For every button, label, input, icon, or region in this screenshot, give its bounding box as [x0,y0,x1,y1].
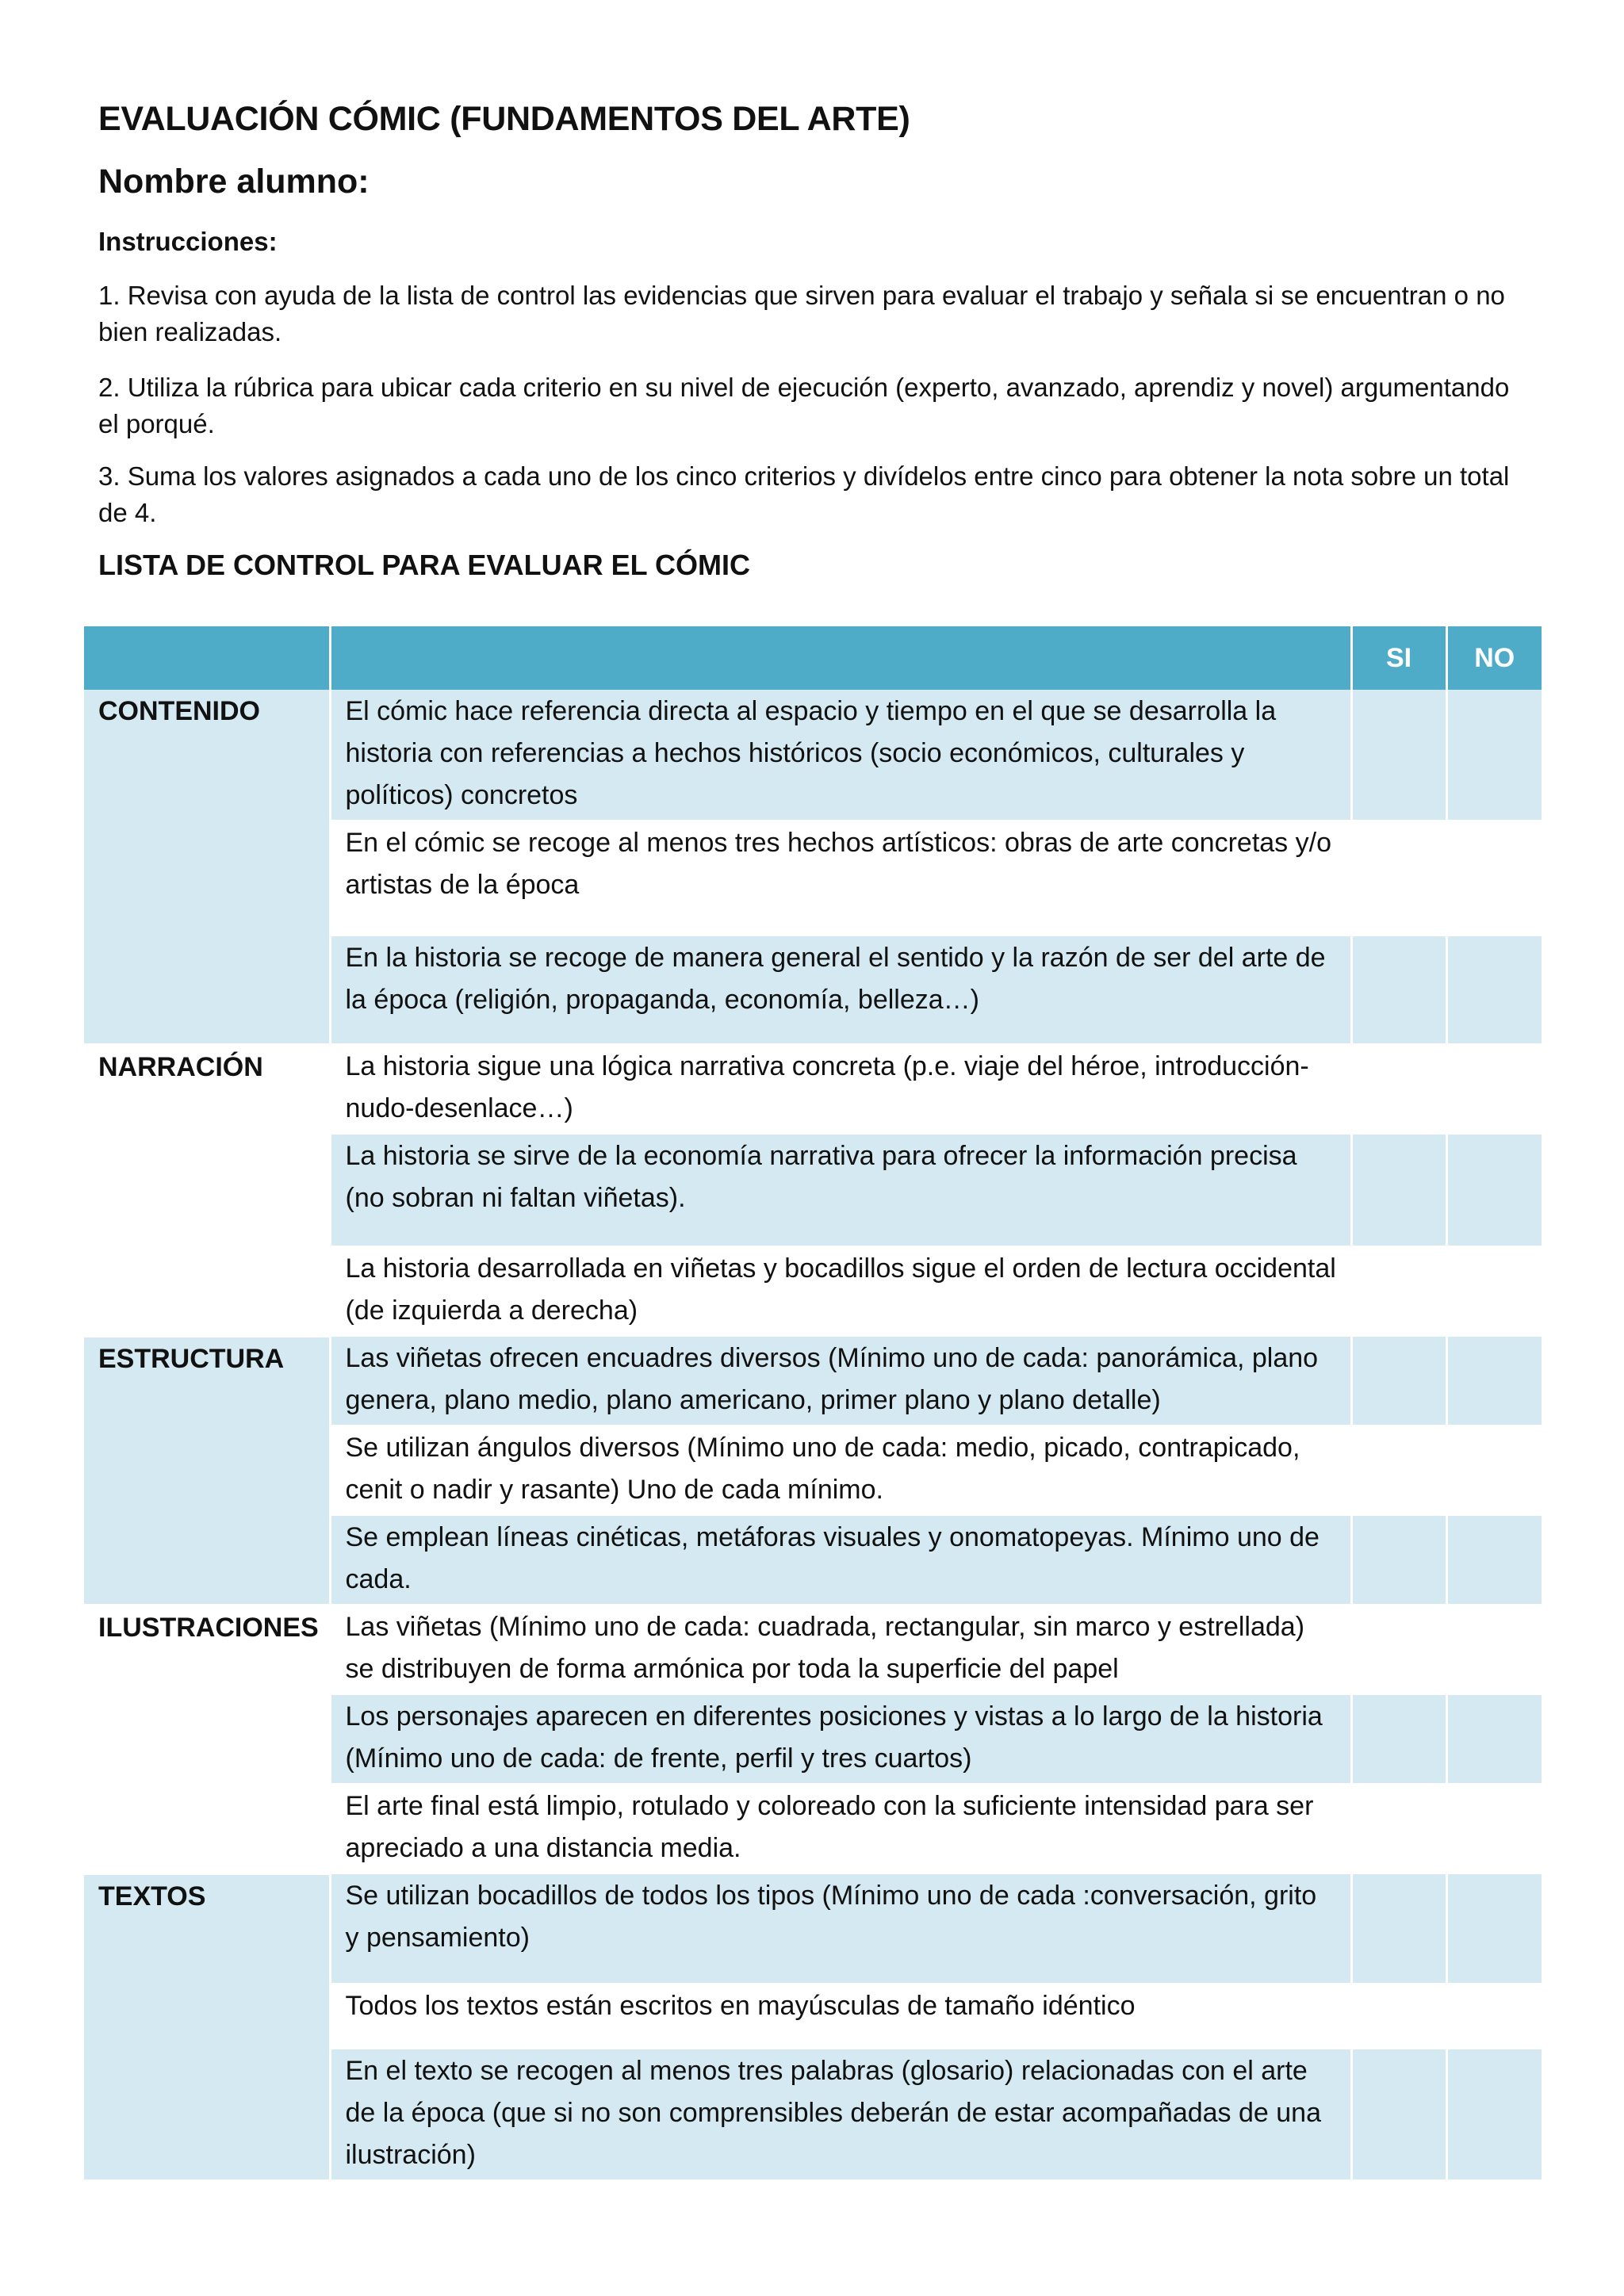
criterion-text: La historia se sirve de la economía narrativa para ofrecer la información precisa (no sobran ni faltan viñetas). [330,1134,1351,1246]
si-checkbox[interactable] [1351,2049,1446,2180]
si-checkbox[interactable] [1351,1246,1446,1336]
no-checkbox[interactable] [1446,821,1542,936]
criterion-text: La historia desarrollada en viñetas y bocadillos sigue el orden de lectura occidental (de izquierda a derecha) [330,1246,1351,1336]
no-checkbox[interactable] [1446,1784,1542,1873]
no-checkbox[interactable] [1446,1605,1542,1694]
criterion-text: Se utilizan ángulos diversos (Mínimo uno de cada: medio, picado, contrapicado, cenit o nadir y rasante) Uno de cada mínimo. [330,1425,1351,1515]
no-checkbox[interactable] [1446,1984,1542,2049]
si-checkbox[interactable] [1351,690,1446,821]
no-checkbox[interactable] [1446,1694,1542,1784]
criterion-text: El arte final está limpio, rotulado y coloreado con la suficiente intensidad para ser apreciado a una distancia media. [330,1784,1351,1873]
no-checkbox[interactable] [1446,936,1542,1044]
criterion-text: En el texto se recogen al menos tres palabras (glosario) relacionadas con el arte de la época (que si no son comprensibles deberán de estar acompañadas de una ilustración) [330,2049,1351,2180]
criterion-text: Los personajes aparecen en diferentes posiciones y vistas a lo largo de la historia (Mínimo uno de cada: de frente, perfil y tres cuartos) [330,1694,1351,1784]
si-checkbox[interactable] [1351,1134,1446,1246]
criterion-text: En el cómic se recoge al menos tres hechos artísticos: obras de arte concretas y/o artistas de la época [330,821,1351,936]
checklist-table [84,626,1542,2182]
instruction-3: 3. Suma los valores asignados a cada uno de los cinco criterios y divídelos entre cinco para obtener la nota sobre un total de 4. [98,461,1510,527]
si-checkbox[interactable] [1351,1044,1446,1134]
page-title: EVALUACIÓN CÓMIC (FUNDAMENTOS DEL ARTE) [98,100,910,138]
criterion-text: Las viñetas ofrecen encuadres diversos (Mínimo uno de cada: panorámica, plano genera, plano medio, plano americano, primer plano y plano detalle) [330,1336,1351,1425]
table-row [84,1336,1542,1425]
table-header-row [84,626,1542,690]
no-checkbox[interactable] [1446,1336,1542,1425]
criterion-text: El cómic hace referencia directa al espacio y tiempo en el que se desarrolla la historia con referencias a hechos históricos (socio económicos, culturales y políticos) concretos [330,690,1351,821]
header-no: NO [1446,626,1542,690]
criterion-text: La historia sigue una lógica narrativa concreta (p.e. viaje del héroe, introducción-nudo-desenlace…) [330,1044,1351,1134]
si-checkbox[interactable] [1351,1873,1446,1984]
no-checkbox[interactable] [1446,2049,1542,2180]
category-ilustraciones: ILUSTRACIONES [84,1605,330,1873]
header-criterion [330,626,1351,690]
table-row [84,1873,1542,1984]
table-row [84,690,1542,821]
category-contenido: CONTENIDO [84,690,330,1044]
si-checkbox[interactable] [1351,1336,1446,1425]
no-checkbox[interactable] [1446,1246,1542,1336]
no-checkbox[interactable] [1446,1134,1542,1246]
header-category [84,626,330,690]
no-checkbox[interactable] [1446,1873,1542,1984]
student-name-label: Nombre alumno: [98,163,370,201]
si-checkbox[interactable] [1351,1784,1446,1873]
category-narracion: NARRACIÓN [84,1044,330,1336]
header-si: SI [1351,626,1446,690]
criterion-text: Se utilizan bocadillos de todos los tipos (Mínimo uno de cada :conversación, grito y pensamiento) [330,1873,1351,1984]
criterion-text: Las viñetas (Mínimo uno de cada: cuadrada, rectangular, sin marco y estrellada) se distribuyen de forma armónica por toda la superficie del papel [330,1605,1351,1694]
no-checkbox[interactable] [1446,1044,1542,1134]
si-checkbox[interactable] [1351,1515,1446,1605]
criterion-text: Se emplean líneas cinéticas, metáforas visuales y onomatopeyas. Mínimo uno de cada. [330,1515,1351,1605]
instructions-heading: Instrucciones: [98,227,278,256]
table-row [84,1605,1542,1694]
si-checkbox[interactable] [1351,1605,1446,1694]
no-checkbox[interactable] [1446,1425,1542,1515]
criterion-text: Todos los textos están escritos en mayúsculas de tamaño idéntico [330,1984,1351,2049]
si-checkbox[interactable] [1351,1984,1446,2049]
table-row [84,1044,1542,1134]
checklist-heading: LISTA DE CONTROL PARA EVALUAR EL CÓMIC [98,549,751,581]
si-checkbox[interactable] [1351,936,1446,1044]
no-checkbox[interactable] [1446,1515,1542,1605]
criterion-text: En la historia se recoge de manera general el sentido y la razón de ser del arte de la época (religión, propaganda, economía, belleza…) [330,936,1351,1044]
instruction-1: 1. Revisa con ayuda de la lista de control las evidencias que sirven para evaluar el trabajo y señala si se encuentran o no bien realizadas. [98,281,1505,346]
si-checkbox[interactable] [1351,821,1446,936]
category-textos: TEXTOS [84,1873,330,2180]
si-checkbox[interactable] [1351,1425,1446,1515]
no-checkbox[interactable] [1446,690,1542,821]
si-checkbox[interactable] [1351,1694,1446,1784]
category-estructura: ESTRUCTURA [84,1336,330,1605]
instruction-2: 2. Utiliza la rúbrica para ubicar cada criterio en su nivel de ejecución (experto, avanzado, aprendiz y novel) argumentando el porqué. [98,373,1510,438]
